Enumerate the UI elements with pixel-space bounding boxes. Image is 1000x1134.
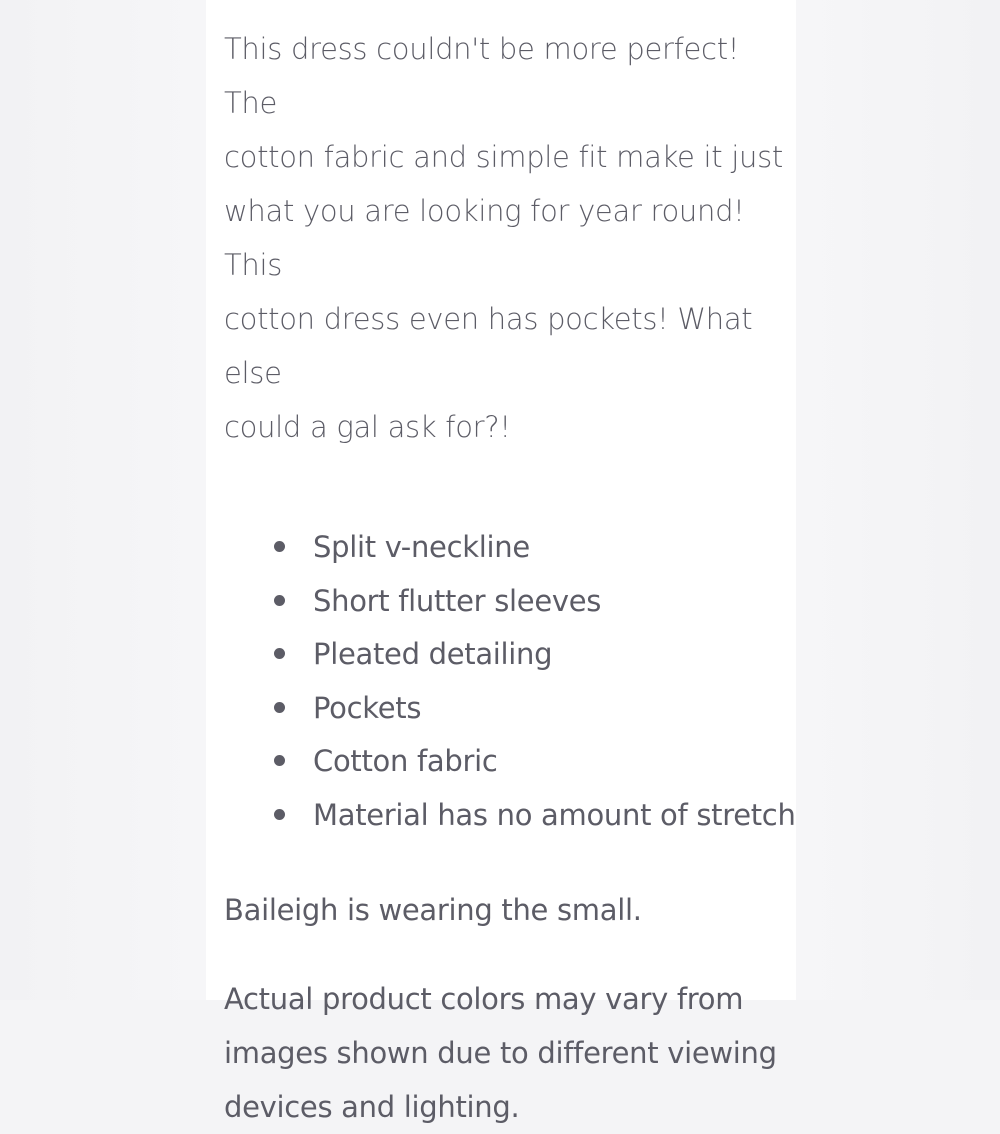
feature-text: Pockets [313, 690, 422, 725]
feature-text: Short flutter sleeves [313, 583, 602, 618]
product-description-panel [206, 0, 796, 1124]
bullet-icon [274, 595, 285, 606]
right-background [796, 0, 1000, 1000]
feature-item [224, 735, 796, 789]
feature-item [224, 628, 796, 682]
bullet-icon [274, 702, 285, 713]
feature-text: Material has no amount of stretch [313, 797, 796, 832]
bullet-icon [274, 648, 285, 659]
feature-list [224, 521, 796, 842]
feature-text: Cotton fabric [313, 744, 498, 778]
feature-item [224, 789, 796, 843]
bullet-icon [274, 541, 285, 552]
bullet-icon [274, 809, 285, 820]
feature-text: Split v-neckline [313, 530, 530, 564]
feature-item [224, 682, 796, 736]
color-disclaimer: Actual product colors may vary from images shown due to different viewing devices and lighting. [224, 982, 777, 1124]
product-description: This dress couldn't be more perfect! The cotton fabric and simple fit make it just what you are looking for year round! This cotton dress even has pockets! What else could a gal ask for?! [224, 32, 783, 444]
feature-item [224, 575, 796, 629]
left-background [0, 0, 206, 1000]
size-note: Baileigh is wearing the small. [224, 893, 642, 927]
feature-item [224, 521, 796, 575]
bullet-icon [274, 755, 285, 766]
feature-text: Pleated detailing [313, 637, 553, 671]
